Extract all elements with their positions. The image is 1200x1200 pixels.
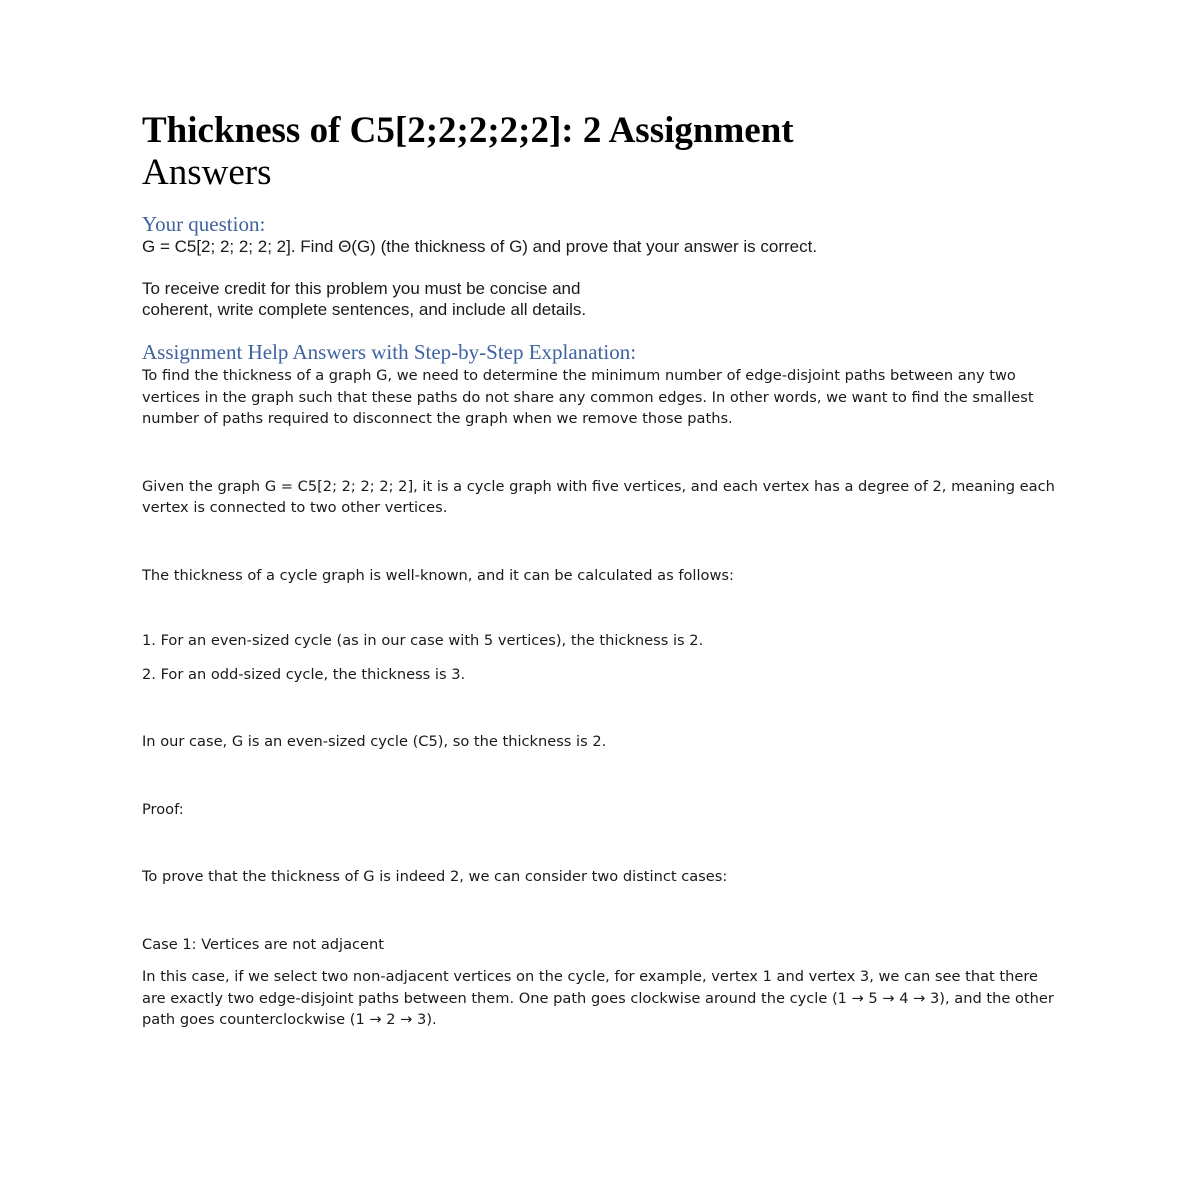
paragraph-case-1: In this case, if we select two non-adjacent vertices on the cycle, for example, vertex 1 and vertex 3, we can see that there are exactly two edge-disjoint paths between them. One path goes clockwise around the cycle (1 → 5 → 4 → 3), and the other path goes counterclockwise (1 → 2 → 3). xyxy=(142,968,1054,1028)
list-item-2: 2. For an odd-sized cycle, the thickness is 3. xyxy=(142,665,466,683)
question-heading: Your question: xyxy=(142,212,266,236)
question-text-3: coherent, write complete sentences, and include all details. xyxy=(142,300,587,319)
list-item-1: 1. For an even-sized cycle (as in our case with 5 vertices), the thickness is 2. xyxy=(142,632,704,649)
title-bold: Thickness of C5[2;2;2;2;2]: 2 Assignment xyxy=(142,110,794,151)
paragraph-proof-intro: To prove that the thickness of G is indeed 2, we can consider two distinct cases: xyxy=(142,868,728,885)
document-page xyxy=(142,110,1062,1031)
paragraph-definition: To find the thickness of a graph G, we need to determine the minimum number of edge-disjoint paths between any two vertices in the graph such that these paths do not share any common edges. In other words, we want to find the smallest number of paths required to disconnect the graph when we remove those paths. xyxy=(142,367,1034,427)
answer-heading: Assignment Help Answers with Step-by-Step Explanation: xyxy=(142,340,637,364)
title-regular: Answers xyxy=(142,152,272,193)
question-text-2: To receive credit for this problem you must be concise and xyxy=(142,279,581,298)
proof-label: Proof: xyxy=(142,800,184,818)
page-title xyxy=(142,110,1062,194)
paragraph-conclusion: In our case, G is an even-sized cycle (C5), so the thickness is 2. xyxy=(142,733,607,750)
paragraph-given: Given the graph G = C5[2; 2; 2; 2; 2], it is a cycle graph with five vertices, and each vertex has a degree of 2, meaning each vertex is connected to two other vertices. xyxy=(142,477,1055,516)
question-text-1: G = C5[2; 2; 2; 2; 2]. Find Θ(G) (the thickness of G) and prove that your answer is correct. xyxy=(142,237,818,256)
paragraph-thickness-intro: The thickness of a cycle graph is well-known, and it can be calculated as follows: xyxy=(142,566,734,584)
case-1-label: Case 1: Vertices are not adjacent xyxy=(142,935,385,953)
